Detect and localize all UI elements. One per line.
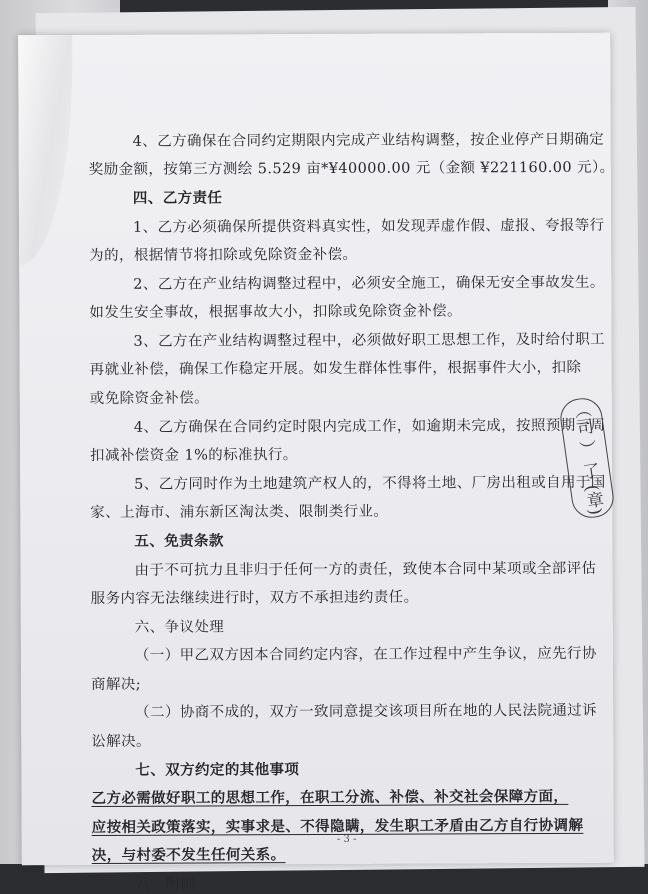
document-line: 讼解决。 <box>91 733 151 750</box>
document-line: 由于不可抗力且非归于任何一方的责任，致使本合同中某项或全部评估 <box>134 560 597 579</box>
document-line: 扣减补偿资金 1%的标准执行。 <box>89 447 298 464</box>
document-line: 3、乙方在产业结构调整过程中，必须做好职工思想工作，及时给付职工 <box>133 331 606 350</box>
document-line: 或免除资金补偿。 <box>89 390 210 407</box>
document-line: 奖励金额，按第三方测绘 5.529 亩*¥40000.00 元（金额 ¥221160.00 元）。 <box>88 159 615 178</box>
document-line: 八、附则 <box>135 876 196 893</box>
page-curl-shadow <box>18 35 73 265</box>
document-line: 家、上海市、浦东新区淘汰类、限制类行业。 <box>90 503 389 521</box>
document-line: 应按相关政策落实，实事求是、不得隐瞒，发生职工矛盾由乙方自行协调解 <box>91 816 584 836</box>
stamp-mark: （司 ） 了 (章) <box>558 396 616 521</box>
document-line: 5、乙方同时作为土地建筑产权人的，不得将土地、厂房出租或自用于国 <box>134 474 606 493</box>
document-line: 1、乙方必须确保所提供资料真实性，如发现弄虚作假、虚报、夸报等行 <box>132 217 605 236</box>
document-line: 2、乙方在产业结构调整过程中，必须安全施工，确保无安全事故发生。 <box>133 274 605 293</box>
document-page <box>18 33 615 893</box>
document-line: 4、乙方确保在合同约定时限内完成工作，如逾期未完成，按照预期一周 <box>133 417 606 436</box>
document-line: 五、免责条款 <box>134 532 224 550</box>
document-line: 服务内容无法继续进行时，双方不承担违约责任。 <box>90 589 419 607</box>
document-line: 为的，根据情节将扣除或免除资金补偿。 <box>89 246 358 264</box>
document-line: （一）甲乙双方因本合同约定内容，在工作过程中产生争议，应先行协 <box>134 645 597 664</box>
document-line: 四、乙方责任 <box>132 189 223 207</box>
document-line: 决，与村委不发生任何关系。 <box>91 846 286 864</box>
document-line: （二）协商不成的，双方一致同意提交该项目所在地的人民法院通过诉 <box>135 702 598 721</box>
document-line: 商解决; <box>90 676 142 693</box>
document-line: 六、争议处理 <box>134 619 225 636</box>
page-number: - 3 - <box>336 833 357 845</box>
document-line: 乙方必需做好职工的思想工作，在职工分流、补偿、补交社会保障方面， <box>91 787 569 807</box>
document-line: 七、双方约定的其他事项 <box>135 761 300 779</box>
document-line: 如发生安全事故，根据事故大小，扣除或免除资金补偿。 <box>89 303 462 321</box>
document-line: 4、乙方确保在合同约定期限内完成产业结构调整，按企业停产日期确定 <box>132 131 605 150</box>
document-line: 再就业补偿，确保工作稳定开展。如发生群体性事件，根据事件大小，扣除 <box>89 359 582 378</box>
